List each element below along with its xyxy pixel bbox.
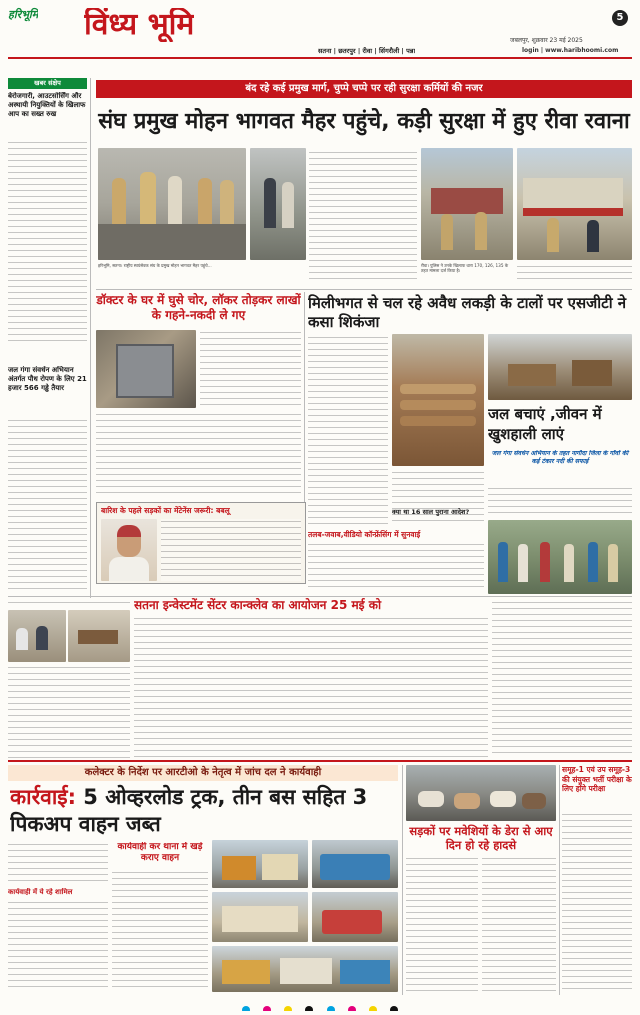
wood-subhead: क्या था 16 साल पुराना आदेश? [392,508,470,516]
rto-side-body [112,870,208,992]
lead-photo-station [517,148,632,260]
column-rule [304,292,305,502]
rto-kicker: कलेक्टर के निर्देश पर आरटीओ के नेतृत्व में जांच दल ने कार्यवाही [8,765,398,781]
doctor-body [200,330,301,408]
lead-headline: संघ प्रमुख मोहन भागवत मैहर पहुंचे, कड़ी सुरक्षा में हुए रीवा रवाना [98,109,630,134]
roads-headline: बारिश के पहले सड़कों का मेंटेनेंस जरूरी: बबलू [101,506,230,515]
website: login | www.haribhoomi.com [522,47,619,54]
rto-headline-red: कार्रवाई: [10,785,76,809]
lead-caption: रीवा। पुलिस ने उनके खिलाफ धारा 170, 126, 135 के तहत मामला दर्ज किया है। [421,263,509,274]
briefs-label: खबर संक्षेप [8,78,87,89]
brief-headline: बेरोजगारी, आउटसोर्सिंग और अस्थायी नियुक्तियों के खिलाफ आप का सख्त रुख [8,92,86,118]
dateline: जबलपुर, शुक्रवार 23 मई 2025 [510,37,583,44]
collector-body [8,665,130,759]
section-title: विंध्य भूमि [84,8,195,42]
yellow-dot [369,1006,377,1011]
doctor-photo-locker [96,330,196,408]
cattle-body [482,856,556,992]
wood-photo-logs [392,334,484,466]
black-dot [390,1006,398,1011]
magenta-dot [263,1006,271,1011]
water-subhead: जल गंगा संवर्धन अभियान के तहत नागौदा जिला के गाँवों की कई टंकार नदी की सफाई [491,450,629,465]
rto-photo-office [212,892,308,942]
cattle-photo [406,765,556,821]
water-body [488,486,632,516]
cattle-body [406,856,478,992]
wood-body [308,335,388,525]
inv-headline: सतना इन्वेस्टमेंट सेंटर कान्क्लेव का आयोजन 25 मई को [134,598,382,612]
brief-headline: जल गंगा संवर्धन अभियान अंतर्गत पौध रोपण के लिए 21 हजार 566 गड्ढे तैयार [8,366,87,392]
wood-headline: मिलीभगत से चल रहे अवैध लकड़ी के टालों पर एसजीटी ने कसा शिकंजा [308,294,627,331]
rto-side-headline: कार्यवाही कर थाना में खड़े कराए वाहन [117,842,203,863]
city-strip: सतना | छतरपुर | रीवा | सिंगरौली | पन्ना [318,47,416,55]
page-number: 5 [612,10,628,26]
registration-marks [0,999,640,1011]
masthead [0,0,640,60]
inv-body [134,616,488,758]
cyan-dot [327,1006,335,1011]
rto-photo-trucks [212,840,308,888]
inv-kicker: तलब-जवाब,वीडियो कॉन्फ्रेंसिंग में सुनवाई [308,530,421,539]
rto-body [8,842,108,884]
lead-kicker: बंद रहे कई प्रमुख मार्ग, चुप्पे चप्पे पर रही सुरक्षा कर्मियों की नजर [96,80,632,98]
lead-photo-convoy [250,148,306,260]
brand-logo: हरिभूमि [8,8,39,21]
wood-photo-yard [488,334,632,400]
doctor-headline: डॉक्टर के घर में घुसे चोर, लॉकर तोड़कर लाखों के गहने-नकदी ले गए [96,293,301,322]
rto-photo-pickup [312,892,398,942]
column-rule [559,765,560,995]
rto-photo-bus [312,840,398,888]
roads-photo-person [101,519,157,581]
rto-subhead: कार्यवाही में ये रहे शामिल [8,888,73,896]
section-rule [96,289,632,290]
rto-headline-main: 5 ओव्हरलोड ट्रक, तीन बस सहित 3 पिकअप वाहन जब्त [10,785,368,836]
water-headline: जल बचाएं ,जीवन में खुशहाली लाएं [488,405,602,443]
briefs-sidebar [8,78,87,593]
roads-body [161,519,301,581]
black-dot [305,1006,313,1011]
water-photo-cleanup [488,520,632,594]
lead-photo-police [421,148,513,260]
rto-headline [10,784,400,838]
lead-caption: हरिभूमि, सतना। राष्ट्रीय स्वयंसेवक संघ के प्रमुख मोहन भागवत मैहर पहुंचे... [98,263,212,268]
lead-body [309,150,417,280]
section-rule [8,760,632,762]
column-rule [402,765,403,995]
rto-photo-lot [212,946,398,992]
cyan-dot [242,1006,250,1011]
collector-body [8,600,130,608]
brief-body [8,140,87,344]
magenta-dot [348,1006,356,1011]
collector-photo-office [68,610,130,662]
roads-box [96,502,306,584]
wood-body [392,470,484,526]
yellow-dot [284,1006,292,1011]
lead-caption-block [517,264,632,284]
inv-kicker-body [308,542,484,592]
masthead-rule [8,57,632,59]
cattle-headline: सड़कों पर मवेशियों के डेरा से आए दिन हो रहे हादसे [409,824,553,852]
section-rule [8,596,632,597]
column-rule [90,78,91,598]
rto-body [8,900,108,992]
exam-body [562,812,632,992]
collector-photo-meeting [8,610,66,662]
exam-headline: समूह-1 एवं उप समूह-3 की संयुक्त भर्ती परीक्षा के लिए होंगे परीक्षा [562,765,632,793]
lead-caption [250,263,306,285]
lead-photo-security [98,148,246,260]
doctor-body [96,412,301,496]
brief-body [8,418,87,593]
water-body-2 [492,600,632,758]
